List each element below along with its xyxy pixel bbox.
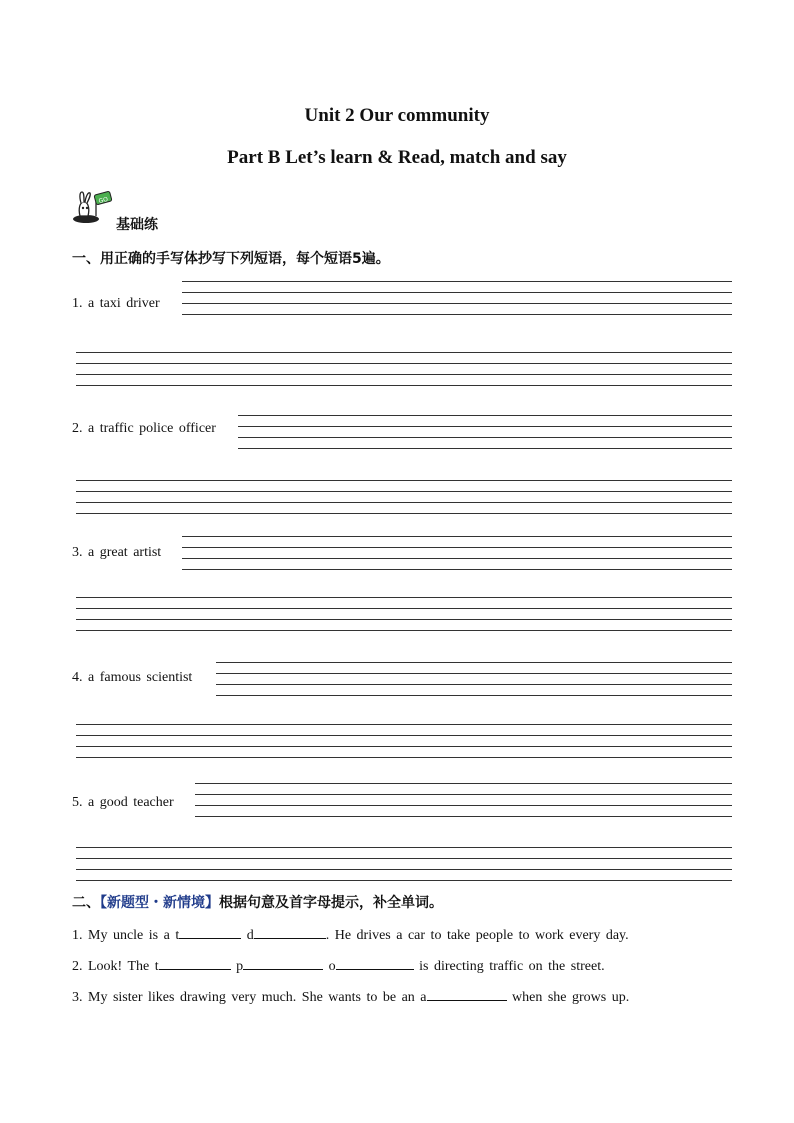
copy-phrase-3: 3. a great artist [72,545,162,560]
page-title: Unit 2 Our community [304,105,490,126]
writing-lines-5a [195,783,732,816]
question-3 [72,988,629,1006]
writing-lines-2b [76,480,732,513]
section2-prefix: 二、 [72,895,100,911]
writing-lines-4b [76,724,732,757]
copy-phrase-4: 4. a famous scientist [72,670,193,685]
writing-lines-3b [76,597,732,630]
page-subtitle: Part B Let’s learn & Read, match and say [227,147,567,168]
question-3-text-b: when she grows up. [506,990,630,1005]
question-1 [72,926,629,944]
question-1-text-b: d [241,928,254,943]
writing-lines-1a [182,281,732,314]
question-2-text-d: is directing traffic on the street. [413,959,605,974]
writing-lines-3a [182,536,732,569]
badge-sign-text: GO [97,195,109,206]
answer-blank-1a[interactable] [179,926,241,939]
rabbit-mascot-icon [72,190,116,224]
question-3-text-a: 3. My sister likes drawing very much. She wants to be an a [72,990,427,1005]
section2-instruction: 根据句意及首字母提示，补全单词。 [219,895,443,911]
copy-phrase-1: 1. a taxi driver [72,296,160,311]
question-2 [72,957,605,975]
writing-lines-1b [76,352,732,385]
copy-phrase-2: 2. a traffic police officer [72,421,216,436]
answer-blank-1b[interactable] [254,926,326,939]
writing-lines-4a [216,662,732,695]
answer-blank-2c[interactable] [336,957,414,970]
section2-heading [72,892,443,912]
question-2-text-c: o [323,959,336,974]
section-label: 基础练 [116,217,158,233]
writing-lines-5b [76,847,732,880]
question-1-text-a: 1. My uncle is a t [72,928,180,943]
answer-blank-3a[interactable] [427,988,507,1001]
question-1-text-c: . He drives a car to take people to work every day. [325,928,629,943]
answer-blank-2b[interactable] [243,957,323,970]
section2-tag: 【新题型・新情境】 [100,895,219,911]
question-2-text-a: 2. Look! The t [72,959,159,974]
question-2-text-b: p [230,959,244,974]
writing-lines-2a [238,415,732,448]
answer-blank-2a[interactable] [159,957,231,970]
section1-heading: 一、用正确的手写体抄写下列短语，每个短语5遍。 [72,251,390,267]
copy-phrase-5: 5. a good teacher [72,795,174,810]
